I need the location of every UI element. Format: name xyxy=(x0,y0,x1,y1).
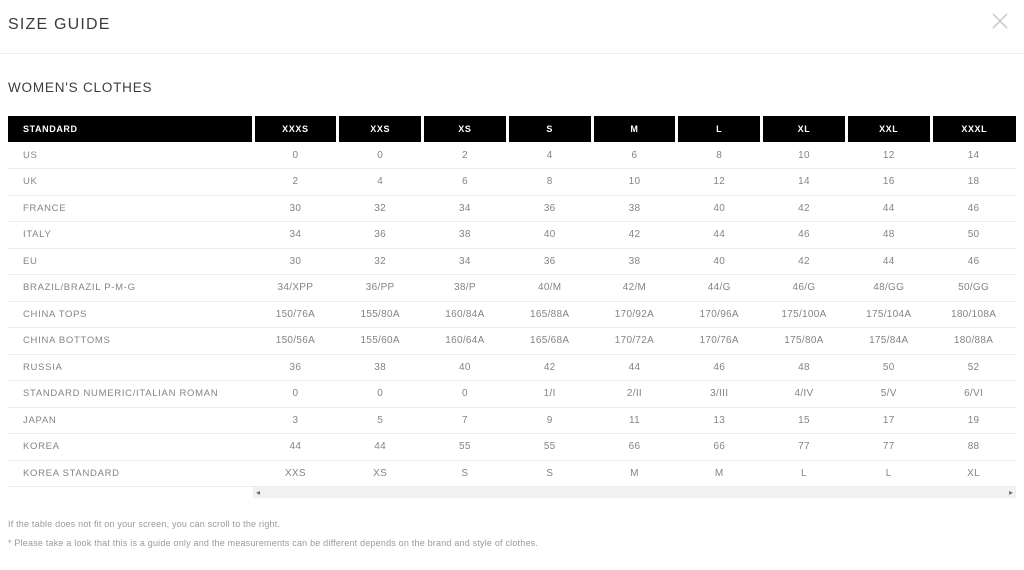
size-cell: 4 xyxy=(507,142,592,169)
size-cell: XL xyxy=(931,460,1016,487)
size-cell: L xyxy=(762,460,847,487)
size-cell: 38 xyxy=(592,248,677,275)
size-cell: 40 xyxy=(507,222,592,249)
size-cell: 34 xyxy=(423,195,508,222)
size-cell: 3 xyxy=(253,407,338,434)
size-cell: 88 xyxy=(931,434,1016,461)
row-label: ITALY xyxy=(8,222,253,249)
size-cell: 44 xyxy=(253,434,338,461)
size-cell: 160/84A xyxy=(423,301,508,328)
row-label: CHINA BOTTOMS xyxy=(8,328,253,355)
size-cell: 0 xyxy=(253,381,338,408)
size-cell: 50 xyxy=(931,222,1016,249)
size-cell: 14 xyxy=(931,142,1016,169)
table-row xyxy=(8,434,1016,461)
size-cell: 44 xyxy=(677,222,762,249)
column-header-size: XS xyxy=(423,116,508,142)
size-cell: 10 xyxy=(592,169,677,196)
size-cell: M xyxy=(677,460,762,487)
size-cell: 42 xyxy=(507,354,592,381)
table-row xyxy=(8,381,1016,408)
size-cell: 66 xyxy=(677,434,762,461)
row-label: EU xyxy=(8,248,253,275)
size-cell: 50/GG xyxy=(931,275,1016,302)
size-cell: 6 xyxy=(423,169,508,196)
size-cell: 42/M xyxy=(592,275,677,302)
size-cell: 77 xyxy=(762,434,847,461)
modal-header xyxy=(0,0,1024,34)
row-label: CHINA TOPS xyxy=(8,301,253,328)
size-cell: 170/96A xyxy=(677,301,762,328)
size-cell: 46 xyxy=(931,195,1016,222)
table-row xyxy=(8,195,1016,222)
size-cell: 44/G xyxy=(677,275,762,302)
header-divider xyxy=(0,53,1024,54)
size-cell: S xyxy=(507,460,592,487)
size-cell: 2 xyxy=(423,142,508,169)
size-cell: 42 xyxy=(762,195,847,222)
scroll-hint-note: If the table does not fit on your screen, you can scroll to the right. xyxy=(8,519,281,529)
size-cell: 180/108A xyxy=(931,301,1016,328)
column-header-size: XXXL xyxy=(931,116,1016,142)
size-cell: 16 xyxy=(846,169,931,196)
size-cell: 3/III xyxy=(677,381,762,408)
size-cell: 44 xyxy=(846,195,931,222)
size-cell: 46 xyxy=(931,248,1016,275)
size-cell: 40/M xyxy=(507,275,592,302)
row-label: KOREA STANDARD xyxy=(8,460,253,487)
size-cell: 48/GG xyxy=(846,275,931,302)
size-cell: 180/88A xyxy=(931,328,1016,355)
row-label: KOREA xyxy=(8,434,253,461)
table-row xyxy=(8,222,1016,249)
row-label: US xyxy=(8,142,253,169)
row-label: UK xyxy=(8,169,253,196)
size-cell: 44 xyxy=(846,248,931,275)
size-cell: 66 xyxy=(592,434,677,461)
size-cell: 5 xyxy=(338,407,423,434)
scroll-left-arrow-icon[interactable]: ◂ xyxy=(256,488,261,497)
section-title: WOMEN'S CLOTHES xyxy=(8,80,153,95)
size-cell: 48 xyxy=(846,222,931,249)
size-cell: 165/88A xyxy=(507,301,592,328)
table-row xyxy=(8,275,1016,302)
size-cell: 38 xyxy=(423,222,508,249)
size-cell: 38 xyxy=(592,195,677,222)
size-cell: 19 xyxy=(931,407,1016,434)
table-row xyxy=(8,354,1016,381)
size-cell: 8 xyxy=(677,142,762,169)
size-cell: L xyxy=(846,460,931,487)
size-cell: 0 xyxy=(423,381,508,408)
column-header-size: L xyxy=(677,116,762,142)
row-label: FRANCE xyxy=(8,195,253,222)
size-cell: 13 xyxy=(677,407,762,434)
size-cell: 30 xyxy=(253,248,338,275)
table-header-row xyxy=(8,116,1016,142)
size-cell: 170/72A xyxy=(592,328,677,355)
table-row xyxy=(8,169,1016,196)
size-cell: 77 xyxy=(846,434,931,461)
close-x-glyph xyxy=(991,12,1009,30)
size-cell: 38 xyxy=(338,354,423,381)
size-cell: 170/92A xyxy=(592,301,677,328)
size-cell: 36 xyxy=(507,248,592,275)
size-cell: XS xyxy=(338,460,423,487)
size-cell: 0 xyxy=(253,142,338,169)
column-header-size: M xyxy=(592,116,677,142)
size-cell: 0 xyxy=(338,381,423,408)
size-cell: 44 xyxy=(338,434,423,461)
size-cell: 36 xyxy=(253,354,338,381)
footer-notes xyxy=(8,519,1016,548)
size-cell: 155/80A xyxy=(338,301,423,328)
size-cell: 8 xyxy=(507,169,592,196)
size-cell: 175/80A xyxy=(762,328,847,355)
size-cell: 155/60A xyxy=(338,328,423,355)
size-cell: 46/G xyxy=(762,275,847,302)
close-icon[interactable] xyxy=(990,11,1010,31)
size-cell: 1/I xyxy=(507,381,592,408)
column-header-size: XL xyxy=(762,116,847,142)
size-cell: 17 xyxy=(846,407,931,434)
row-label: RUSSIA xyxy=(8,354,253,381)
size-cell: M xyxy=(592,460,677,487)
size-cell: 50 xyxy=(846,354,931,381)
row-label: JAPAN xyxy=(8,407,253,434)
size-table-area xyxy=(8,116,1016,498)
size-cell: 48 xyxy=(762,354,847,381)
horizontal-scrollbar[interactable] xyxy=(253,487,1016,498)
size-cell: 12 xyxy=(846,142,931,169)
table-row xyxy=(8,301,1016,328)
size-cell: 40 xyxy=(677,195,762,222)
size-cell: 46 xyxy=(677,354,762,381)
size-cell: 150/76A xyxy=(253,301,338,328)
size-cell: 170/76A xyxy=(677,328,762,355)
size-cell: 6 xyxy=(592,142,677,169)
size-cell: 2/II xyxy=(592,381,677,408)
size-cell: 42 xyxy=(592,222,677,249)
size-cell: 42 xyxy=(762,248,847,275)
size-cell: 165/68A xyxy=(507,328,592,355)
size-cell: 2 xyxy=(253,169,338,196)
size-cell: 4/IV xyxy=(762,381,847,408)
size-cell: 7 xyxy=(423,407,508,434)
size-cell: 36 xyxy=(338,222,423,249)
size-cell: 52 xyxy=(931,354,1016,381)
size-cell: 44 xyxy=(592,354,677,381)
table-row xyxy=(8,460,1016,487)
size-cell: S xyxy=(423,460,508,487)
size-cell: XXS xyxy=(253,460,338,487)
row-label: STANDARD NUMERIC/ITALIAN ROMAN xyxy=(8,381,253,408)
scroll-right-arrow-icon[interactable]: ▸ xyxy=(1008,488,1013,497)
column-header-size: XXXS xyxy=(253,116,338,142)
size-conversion-table xyxy=(8,116,1016,487)
size-cell: 46 xyxy=(762,222,847,249)
size-cell: 34 xyxy=(253,222,338,249)
size-cell: 5/V xyxy=(846,381,931,408)
size-cell: 14 xyxy=(762,169,847,196)
size-cell: 12 xyxy=(677,169,762,196)
size-cell: 34/XPP xyxy=(253,275,338,302)
size-cell: 55 xyxy=(423,434,508,461)
disclaimer-note: * Please take a look that this is a guide only and the measurements can be different depends on the brand and style of clothes. xyxy=(8,538,539,548)
size-cell: 11 xyxy=(592,407,677,434)
size-cell: 15 xyxy=(762,407,847,434)
table-row xyxy=(8,248,1016,275)
page-title: SIZE GUIDE xyxy=(8,16,111,33)
size-cell: 32 xyxy=(338,195,423,222)
size-cell: 55 xyxy=(507,434,592,461)
size-cell: 36 xyxy=(507,195,592,222)
size-cell: 0 xyxy=(338,142,423,169)
column-header-standard: STANDARD xyxy=(8,116,253,142)
size-cell: 40 xyxy=(423,354,508,381)
size-cell: 175/84A xyxy=(846,328,931,355)
size-cell: 32 xyxy=(338,248,423,275)
size-cell: 175/100A xyxy=(762,301,847,328)
size-cell: 38/P xyxy=(423,275,508,302)
size-cell: 6/VI xyxy=(931,381,1016,408)
size-cell: 160/64A xyxy=(423,328,508,355)
column-header-size: XXL xyxy=(846,116,931,142)
table-row xyxy=(8,142,1016,169)
table-row xyxy=(8,328,1016,355)
row-label: BRAZIL/BRAZIL P-M-G xyxy=(8,275,253,302)
column-header-size: S xyxy=(507,116,592,142)
size-cell: 18 xyxy=(931,169,1016,196)
size-cell: 30 xyxy=(253,195,338,222)
size-cell: 9 xyxy=(507,407,592,434)
size-cell: 40 xyxy=(677,248,762,275)
size-cell: 150/56A xyxy=(253,328,338,355)
size-cell: 10 xyxy=(762,142,847,169)
size-cell: 34 xyxy=(423,248,508,275)
table-row xyxy=(8,407,1016,434)
size-cell: 4 xyxy=(338,169,423,196)
size-cell: 175/104A xyxy=(846,301,931,328)
column-header-size: XXS xyxy=(338,116,423,142)
size-cell: 36/PP xyxy=(338,275,423,302)
